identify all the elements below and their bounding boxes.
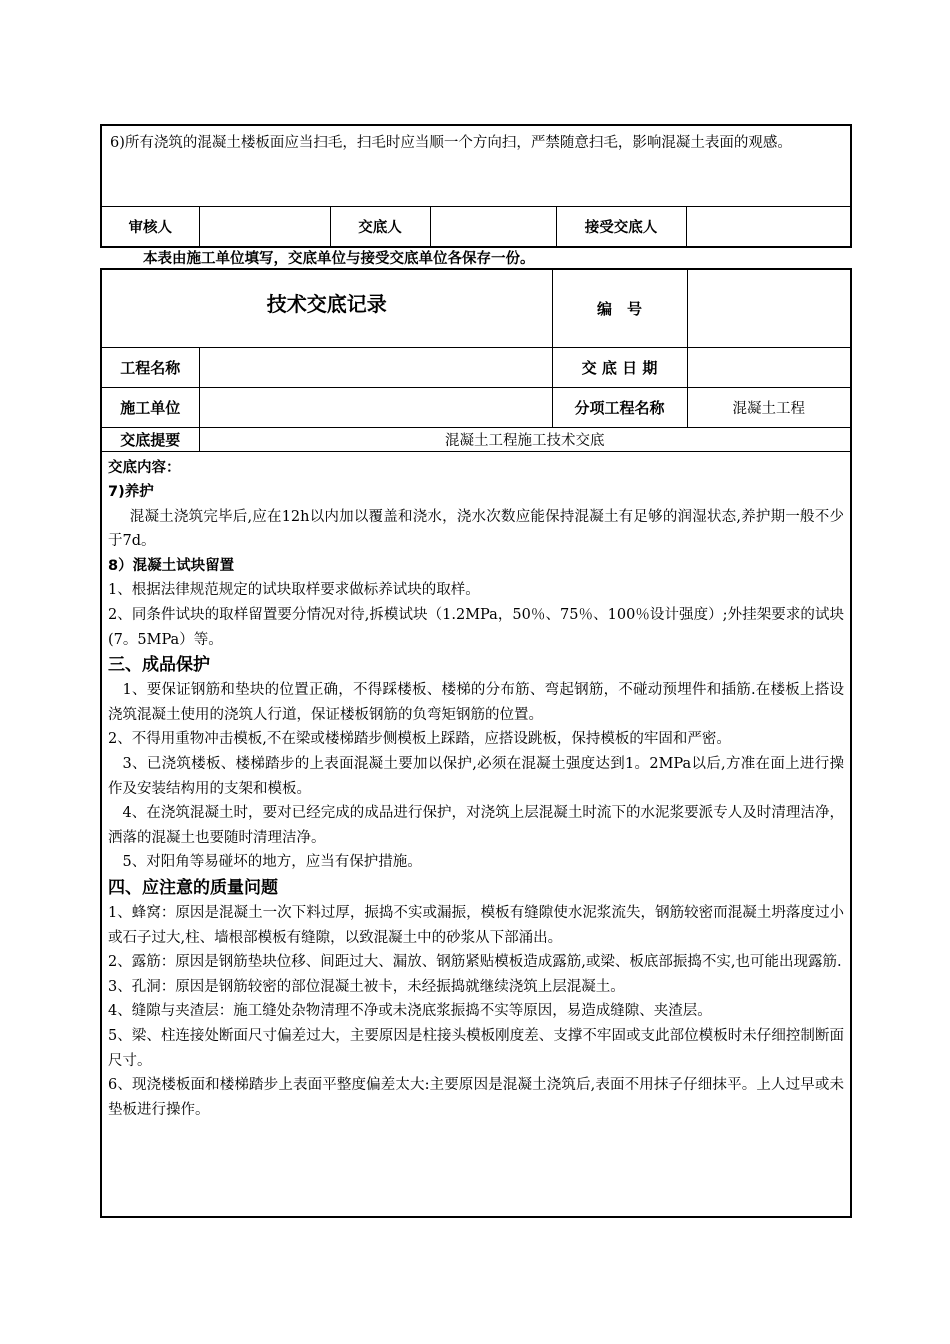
reviewer-label: 审核人 [101,207,199,248]
section-4-item-1: 1、蜂窝：原因是混凝土一次下料过厚，振捣不实或漏振，模板有缝隙使水泥浆流失，钢筋较密而混凝土坍落度过小或石子过大,柱、墙根部模板有缝隙，以致混凝土中的砂浆从下部涌出。 [108,905,844,946]
section-3-item-4: 4、在浇筑混凝土时，要对已经完成的成品进行保护，对浇筑上层混凝土时流下的水泥浆要派专人及时清理洁净，洒落的混凝土也要随时清理洁净。 [108,805,844,846]
number-label: 编 号 [552,269,687,347]
content-heading: 交底内容： [108,459,181,476]
section-4-item-2: 2、露筋：原因是钢筋垫块位移、间距过大、漏放、钢筋紧贴模板造成露筋,或梁、板底部振捣不实,也可能出现露筋. [108,954,842,971]
section-3-item-5: 5、对阳角等易碰坏的地方，应当有保护措施。 [122,854,422,871]
summary-label: 交底提要 [101,427,199,451]
project-name-label: 工程名称 [101,347,199,387]
section-8-item-2: 2、同条件试块的取样留置要分情况对待,拆模试块（1.2MPa，50％、75％、100％设计强度）;外挂架要求的试块(7。5MPa）等。 [108,607,844,648]
form-note: 本表由施工单位填写，交底单位与接受交底单位各保存一份。 [143,251,535,267]
discloser-label: 交底人 [330,207,430,248]
receiver-label: 接受交底人 [556,207,686,248]
sub-project-value: 混凝土工程 [687,387,851,427]
project-name-field[interactable] [199,347,552,387]
number-field[interactable] [687,269,851,347]
construction-unit-field[interactable] [199,387,552,427]
section-4-item-4: 4、缝隙与夹渣层：施工缝处杂物清理不净或未浇底浆振捣不实等原因，易造成缝隙、夹渣层。 [108,1003,712,1020]
section-3-title: 三、成品保护 [108,655,210,676]
sub-project-label: 分项工程名称 [552,387,687,427]
date-field[interactable] [687,347,851,387]
date-label: 交 底 日 期 [552,347,687,387]
section-8-title: 8）混凝土试块留置 [108,557,235,574]
section-3-item-3: 3、已浇筑楼板、楼梯踏步的上表面混凝土要加以保护,必须在混凝土强度达到1。2MPa以后,方准在面上进行操作及安装结构用的支架和模板。 [108,756,844,797]
section-7-paragraph: 混凝土浇筑完毕后,应在12h以内加以覆盖和浇水，浇水次数应能保持混凝土有足够的润湿状态,养护期一般不少于7d。 [108,508,844,550]
construction-unit-label: 施工单位 [101,387,199,427]
previous-record-table [100,124,852,248]
section-7-title: 7)养护 [108,484,154,501]
section-3-item-1: 1、要保证钢筋和垫块的位置正确，不得踩楼板、楼梯的分布筋、弯起钢筋，不碰动预埋件和插筋.在楼板上搭设浇筑混凝土使用的浇筑人行道，保证楼板钢筋的负弯矩钢筋的位置。 [108,682,844,723]
technical-disclosure-table [100,268,852,1218]
section-3-item-2: 2、不得用重物冲击模板,不在梁或楼梯踏步侧模板上踩踏，应搭设跳板，保持模板的牢固和严密。 [108,731,731,748]
curing-paragraph: 6)所有浇筑的混凝土楼板面应当扫毛，扫毛时应当顺一个方向扫，严禁随意扫毛，影响混凝土表面的观感。 [101,125,851,207]
section-4-item-6: 6、现浇楼板面和楼梯踏步上表面平整度偏差太大:主要原因是混凝土浇筑后,表面不用抹子仔细抹平。上人过早或未垫板进行操作。 [108,1077,844,1118]
section-4-item-5: 5、梁、柱连接处断面尺寸偏差过大，主要原因是柱接头模板刚度差、支撑不牢固或支此部位模板时未仔细控制断面尺寸。 [108,1027,844,1069]
discloser-field[interactable] [430,207,556,248]
disclosure-content [101,451,851,1217]
section-8-item-1: 1、根据法律规范规定的试块取样要求做标养试块的取样。 [108,582,480,599]
record-title: 技术交底记录 [101,269,552,347]
reviewer-field[interactable] [199,207,330,248]
summary-value: 混凝土工程施工技术交底 [199,427,851,451]
section-4-item-3: 3、孔洞：原因是钢筋较密的部位混凝土被卡，未经振捣就继续浇筑上层混凝土。 [108,978,625,995]
section-4-title: 四、应注意的质量问题 [108,878,278,898]
receiver-field[interactable] [686,207,851,248]
